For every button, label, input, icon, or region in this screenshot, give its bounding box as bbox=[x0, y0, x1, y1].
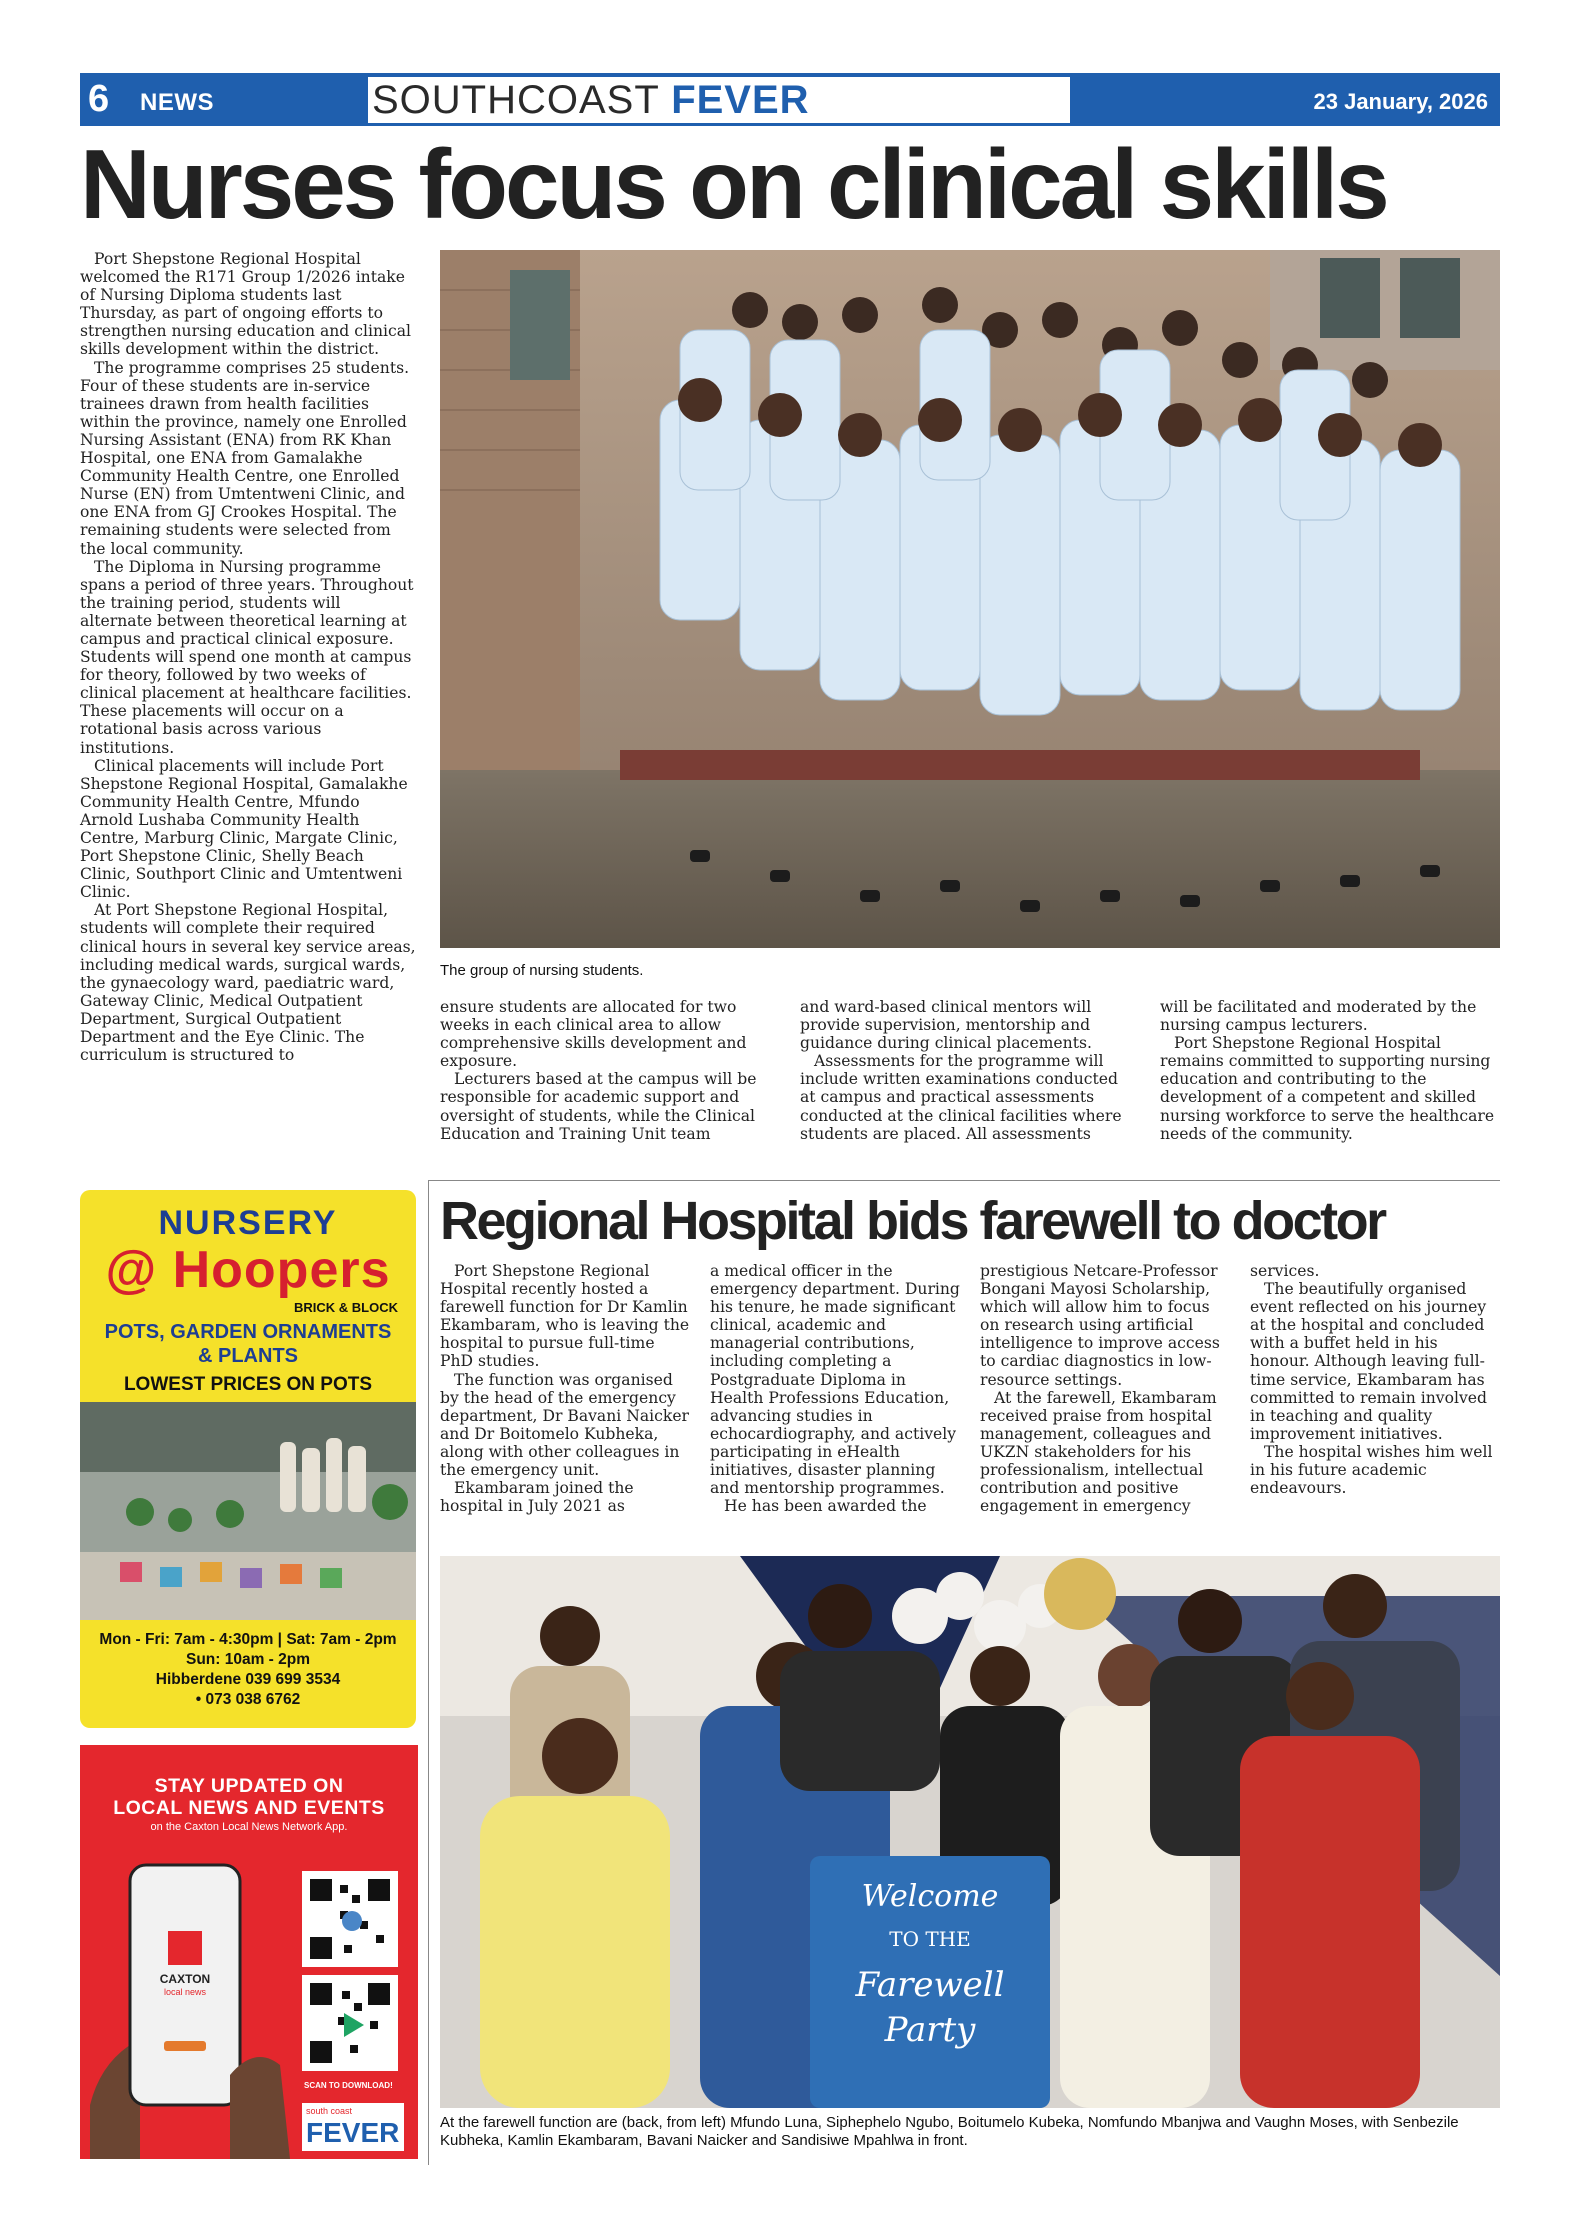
article-column-2 bbox=[440, 998, 776, 1143]
nursing-students-photo bbox=[440, 250, 1500, 948]
ad-caxton-brand-big: FEVER bbox=[306, 2117, 400, 2148]
caxton-app-advert[interactable] bbox=[80, 1745, 418, 2159]
sign-party: Party bbox=[884, 2010, 976, 2050]
body-paragraph: Ekambaram joined the hospital in July 2021 as bbox=[440, 1479, 634, 1516]
ad-nursery-tagline: BRICK & BLOCK bbox=[294, 1300, 398, 1315]
ad-nursery-phone-1: Hibberdene 039 699 3534 bbox=[155, 1671, 341, 1688]
body-paragraph: At Port Shepstone Regional Hospital, students will complete their required clinical hours in several key service areas, including medical wards, surgical wards, the gynaecology ward, paediatric ward, Gateway Clinic, Medical Outpatient Department, Surgical Outpatient Department and the Eye Clinic. The curriculum is structured to bbox=[80, 901, 416, 1065]
ad-caxton-app-sub: local news bbox=[163, 1987, 207, 1997]
body-paragraph: prestigious Netcare-Professor Bongani Mayosi Scholarship, which will allow him to focus on research using artificial intelligence to improve access to cardiac diagnostics in low-resource settings. bbox=[980, 1262, 1220, 1389]
brand-light: SOUTHCOAST bbox=[372, 78, 672, 122]
body-paragraph: The Diploma in Nursing programme spans a period of three years. Throughout the training period, students will alternate between theoretical learning at campus and practical clinical exposure. Students will spend one month at campus for theory, followed by two weeks of clinical placement at healthcare facilities. These placements will occur on a rotational basis across various institutions. bbox=[80, 557, 414, 757]
body-paragraph: Port Shepstone Regional Hospital welcomed the R171 Group 1/2026 intake of Nursing Diploma students last Thursday, as part of ongoing efforts to strengthen nursing education and clinical skills development within the district. bbox=[80, 250, 411, 359]
body-paragraph: The hospital wishes him well in his future academic endeavours. bbox=[1250, 1442, 1493, 1498]
ad-nursery-brand: @ Hoopers bbox=[105, 1241, 391, 1299]
body-paragraph: At the farewell, Ekambaram received praise from hospital management, colleagues and UKZN stakeholders for his professionalism, intellectual contribution and positive engagement in emergency bbox=[980, 1388, 1217, 1516]
photo-caption-2: At the farewell function are (back, from left) Mfundo Luna, Siphephelo Ngubo, Boitumelo Kubeka, Nomfundo Mbanjwa and Vaughn Moses, with Senbezile Kubheka, Kamlin Ekambaram, Bavani Naicker and Sandisiwe Mpahlwa in front. bbox=[440, 2114, 1459, 2149]
sign-farewell: Farewell bbox=[855, 1965, 1005, 2005]
ad-nursery-sunday-hours: Sun: 10am - 2pm bbox=[185, 1651, 311, 1668]
ad-caxton-graphic bbox=[80, 1745, 418, 2159]
sign-to-the: TO THE bbox=[889, 1927, 971, 1951]
body-paragraph: ensure students are allocated for two weeks in each clinical area to allow comprehensive skills development and exposure. bbox=[440, 998, 747, 1071]
body-paragraph: and ward-based clinical mentors will provide supervision, mentorship and guidance during clinical placements. bbox=[800, 998, 1092, 1053]
ad-nursery-products-2: & PLANTS bbox=[198, 1345, 298, 1367]
body-paragraph: Port Shepstone Regional Hospital recently hosted a farewell function for Dr Kamlin Ekambaram, who is leaving the hospital to pursue full-time PhD studies. bbox=[440, 1262, 690, 1371]
body-paragraph: Lecturers based at the campus will be responsible for academic support and oversight of students, while the Clinical Education and Training Unit team bbox=[440, 1070, 757, 1143]
article2-column-4 bbox=[1250, 1262, 1500, 1497]
column-divider bbox=[428, 1180, 429, 2165]
body-paragraph: The programme comprises 25 students. Four of these students are in-service trainees drawn from health facilities within the province, namely one Enrolled Nursing Assistant (ENA) from RK Khan Hospital, one ENA from Gamalakhe Community Health Centre, one Enrolled Nurse (EN) from Umtentweni Clinic, and one ENA from GJ Crookes Hospital. The remaining students were selected from the local community. bbox=[80, 358, 410, 558]
issue-date: 23 January, 2026 bbox=[1313, 89, 1488, 114]
ad-caxton-headline-2: LOCAL NEWS AND EVENTS bbox=[113, 1797, 385, 1819]
farewell-function-photo bbox=[440, 1556, 1500, 2108]
article2-column-3 bbox=[980, 1262, 1232, 1515]
masthead bbox=[80, 73, 1500, 127]
ad-nursery-title: NURSERY bbox=[158, 1204, 338, 1242]
article-column-3 bbox=[800, 998, 1136, 1143]
masthead-section-band bbox=[80, 77, 368, 123]
ad-nursery-photo bbox=[80, 1402, 416, 1620]
body-paragraph: The function was organised by the head of the emergency department, Dr Bavani Naicker and Dr Boitomelo Kubheka, along with other colleagues in the emergency unit. bbox=[440, 1370, 690, 1480]
section-name: NEWS bbox=[140, 89, 214, 116]
body-paragraph: The beautifully organised event reflected on his journey at the hospital and concluded with a buffet held in his honour. Although leaving full-time service, Ekambaram has committed to remain involved in teaching and quality improvement initiatives. bbox=[1250, 1280, 1487, 1443]
article-headline: Nurses focus on clinical skills bbox=[80, 129, 1387, 239]
nursing-students-image bbox=[440, 250, 1500, 948]
article2-column-1 bbox=[440, 1262, 692, 1515]
body-paragraph: Assessments for the programme will include written examinations conducted at campus and practical assessments conducted at the clinical facilities where students are placed. All assessments bbox=[800, 1052, 1122, 1143]
ad-caxton-app-name: CAXTON bbox=[159, 1972, 211, 1986]
article2-headline: Regional Hospital bids farewell to doctor bbox=[440, 1191, 1385, 1251]
publication-logo bbox=[372, 75, 810, 125]
article-column-1 bbox=[80, 250, 416, 1064]
ad-caxton-scan: SCAN TO DOWNLOAD! bbox=[304, 2081, 393, 2090]
nursery-advert[interactable] bbox=[80, 1190, 416, 1728]
sign-welcome: Welcome bbox=[861, 1879, 999, 1914]
ad-nursery-phone-2: • 073 038 6762 bbox=[195, 1691, 301, 1708]
body-paragraph: He has been awarded the bbox=[724, 1497, 927, 1516]
ad-nursery-weekday-hours: Mon - Fri: 7am - 4:30pm | Sat: 7am - 2pm bbox=[99, 1631, 397, 1648]
farewell-function-image bbox=[440, 1556, 1500, 2108]
ad-caxton-brand-box bbox=[302, 2103, 404, 2151]
body-paragraph: Clinical placements will include Port Shepstone Regional Hospital, Gamalakhe Community Health Centre, Mfundo Arnold Lushaba Community Health Centre, Marburg Clinic, Margate Clinic, Port Shepstone Clinic, Shelly Beach Clinic, Southport Clinic and Umtentweni Clinic. bbox=[80, 756, 408, 902]
ad-nursery-hours bbox=[80, 1630, 416, 1710]
ad-nursery-products-1: POTS, GARDEN ORNAMENTS bbox=[104, 1321, 392, 1343]
photo-caption-1: The group of nursing students. bbox=[440, 962, 644, 979]
body-paragraph: a medical officer in the emergency department. During his tenure, he made significant clinical, academic and managerial contributions, including completing a Postgraduate Diploma in Health Professions Education, advancing studies in echocardiography, and actively participating in eHealth initiatives, disaster planning and mentorship programmes. bbox=[710, 1262, 960, 1498]
body-paragraph: will be facilitated and moderated by the nursing campus lecturers. bbox=[1160, 998, 1477, 1035]
ad-caxton-brand-small: south coast bbox=[306, 2106, 353, 2116]
section-divider bbox=[428, 1180, 1500, 1181]
ad-nursery-products bbox=[80, 1320, 416, 1368]
article2-column-2 bbox=[710, 1262, 962, 1515]
ad-caxton-headline-1: STAY UPDATED ON bbox=[154, 1775, 344, 1797]
page-number: 6 bbox=[88, 78, 110, 120]
ad-nursery-offer: LOWEST PRICES ON POTS bbox=[123, 1374, 373, 1395]
body-paragraph: services. bbox=[1250, 1262, 1320, 1280]
brand-bold: FEVER bbox=[671, 78, 810, 122]
article-column-4 bbox=[1160, 998, 1500, 1143]
body-paragraph: Port Shepstone Regional Hospital remains committed to supporting nursing education and contributing to the development of a competent and skilled nursing workforce to serve the healthcare needs of the community. bbox=[1160, 1034, 1495, 1143]
ad-caxton-subline: on the Caxton Local News Network App. bbox=[150, 1821, 348, 1833]
